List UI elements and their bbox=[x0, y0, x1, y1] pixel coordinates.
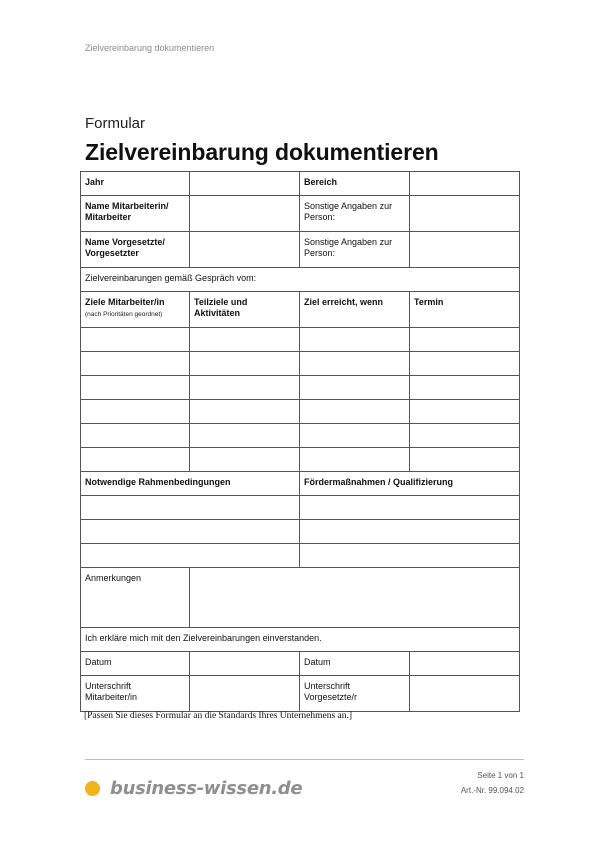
label-foerdermassnahmen: Fördermaßnahmen / Qualifizierung bbox=[300, 472, 520, 496]
form-row-supervisor bbox=[81, 232, 520, 268]
goal-cell[interactable] bbox=[190, 424, 300, 448]
running-header: Zielvereinbarung dokumentieren bbox=[85, 43, 215, 53]
goal-cell[interactable] bbox=[190, 448, 300, 472]
remarks-row bbox=[81, 568, 520, 628]
label-datum-vorgesetzte: Datum bbox=[300, 652, 410, 676]
goal-cell[interactable] bbox=[300, 400, 410, 424]
foerder-cell[interactable] bbox=[300, 496, 520, 520]
form-row-gespraech bbox=[81, 268, 520, 292]
label-name-vorgesetzte: Name Vorgesetzte/ Vorgesetzter bbox=[81, 232, 190, 268]
goal-cell[interactable] bbox=[410, 424, 520, 448]
col-header-ziele bbox=[81, 292, 190, 328]
goal-row bbox=[81, 328, 520, 352]
goal-cell[interactable] bbox=[190, 328, 300, 352]
label-rahmenbedingungen: Notwendige Rahmenbedingungen bbox=[81, 472, 300, 496]
label-unterschrift-mitarbeiter: Unterschrift Mitarbeiter/in bbox=[81, 676, 190, 712]
goal-cell[interactable] bbox=[300, 328, 410, 352]
goal-cell[interactable] bbox=[300, 424, 410, 448]
goal-cell[interactable] bbox=[81, 328, 190, 352]
label-anmerkungen: Anmerkungen bbox=[81, 568, 190, 628]
goal-cell[interactable] bbox=[410, 328, 520, 352]
col-ziele-label: Ziele Mitarbeiter/in bbox=[85, 297, 165, 307]
field-bereich[interactable] bbox=[410, 172, 520, 196]
goal-cell[interactable] bbox=[300, 376, 410, 400]
goal-cell[interactable] bbox=[190, 400, 300, 424]
col-ziele-sublabel: (nach Prioritäten geordnet) bbox=[85, 311, 163, 318]
form-row-employee bbox=[81, 196, 520, 232]
rahmen-cell[interactable] bbox=[81, 520, 300, 544]
goals-header-row bbox=[81, 292, 520, 328]
col-header-ziel-erreicht: Ziel erreicht, wenn bbox=[300, 292, 410, 328]
goal-cell[interactable] bbox=[190, 352, 300, 376]
rahmen-cell[interactable] bbox=[81, 544, 300, 568]
goal-cell[interactable] bbox=[410, 448, 520, 472]
goal-cell[interactable] bbox=[81, 424, 190, 448]
goal-cell[interactable] bbox=[81, 448, 190, 472]
label-sonstige-angaben-mitarbeiter: Sonstige Angaben zur Person: bbox=[300, 196, 410, 232]
foerder-cell[interactable] bbox=[300, 520, 520, 544]
conditions-header-row bbox=[81, 472, 520, 496]
goal-cell[interactable] bbox=[81, 352, 190, 376]
field-name-mitarbeiter[interactable] bbox=[190, 196, 300, 232]
label-datum-mitarbeiter: Datum bbox=[81, 652, 190, 676]
document-kind: Formular bbox=[85, 115, 146, 132]
goal-row bbox=[81, 448, 520, 472]
field-unterschrift-vorgesetzte[interactable] bbox=[410, 676, 520, 712]
consent-row bbox=[81, 628, 520, 652]
label-name-mitarbeiter: Name Mitarbeiterin/ Mitarbeiter bbox=[81, 196, 190, 232]
conditions-row bbox=[81, 544, 520, 568]
footer-logo bbox=[85, 778, 302, 799]
footer-divider bbox=[85, 759, 524, 760]
field-sonstige-angaben-vorgesetzte[interactable] bbox=[410, 232, 520, 268]
page-title: Zielvereinbarung dokumentieren bbox=[85, 139, 439, 165]
field-name-vorgesetzte[interactable] bbox=[190, 232, 300, 268]
label-gespraech-vom[interactable]: Zielvereinbarungen gemäß Gespräch vom: bbox=[81, 268, 520, 292]
conditions-row bbox=[81, 496, 520, 520]
rahmen-cell[interactable] bbox=[81, 496, 300, 520]
goal-cell[interactable] bbox=[410, 352, 520, 376]
date-row bbox=[81, 652, 520, 676]
goal-cell[interactable] bbox=[81, 400, 190, 424]
goal-row bbox=[81, 352, 520, 376]
field-jahr[interactable] bbox=[190, 172, 300, 196]
label-sonstige-angaben-vorgesetzte: Sonstige Angaben zur Person: bbox=[300, 232, 410, 268]
label-unterschrift-vorgesetzte: Unterschrift Vorgesetzte/r bbox=[300, 676, 410, 712]
goal-row bbox=[81, 424, 520, 448]
goal-row bbox=[81, 400, 520, 424]
goal-cell[interactable] bbox=[410, 400, 520, 424]
goal-agreement-form bbox=[80, 171, 520, 712]
field-unterschrift-mitarbeiter[interactable] bbox=[190, 676, 300, 712]
col-header-teilziele: Teilziele und Aktivitäten bbox=[190, 292, 300, 328]
field-datum-vorgesetzte[interactable] bbox=[410, 652, 520, 676]
adaptation-note: [Passen Sie dieses Formular an die Standards Ihres Unternehmens an.] bbox=[84, 711, 353, 721]
goal-cell[interactable] bbox=[300, 352, 410, 376]
field-datum-mitarbeiter[interactable] bbox=[190, 652, 300, 676]
field-sonstige-angaben-mitarbeiter[interactable] bbox=[410, 196, 520, 232]
form-row-year bbox=[81, 172, 520, 196]
col-header-termin: Termin bbox=[410, 292, 520, 328]
logo-dot-icon bbox=[85, 781, 100, 796]
foerder-cell[interactable] bbox=[300, 544, 520, 568]
signature-row bbox=[81, 676, 520, 712]
goal-row bbox=[81, 376, 520, 400]
goal-cell[interactable] bbox=[190, 376, 300, 400]
goal-cell[interactable] bbox=[81, 376, 190, 400]
conditions-row bbox=[81, 520, 520, 544]
page-number: Seite 1 von 1 bbox=[477, 771, 524, 780]
goal-cell[interactable] bbox=[300, 448, 410, 472]
logo-text: business-wissen.de bbox=[110, 778, 303, 799]
consent-statement: Ich erkläre mich mit den Zielvereinbarungen einverstanden. bbox=[81, 628, 520, 652]
label-jahr: Jahr bbox=[81, 172, 190, 196]
field-anmerkungen[interactable] bbox=[190, 568, 520, 628]
goal-cell[interactable] bbox=[410, 376, 520, 400]
label-bereich: Bereich bbox=[300, 172, 410, 196]
article-number: Art.-Nr. 99.094.02 bbox=[460, 786, 524, 795]
